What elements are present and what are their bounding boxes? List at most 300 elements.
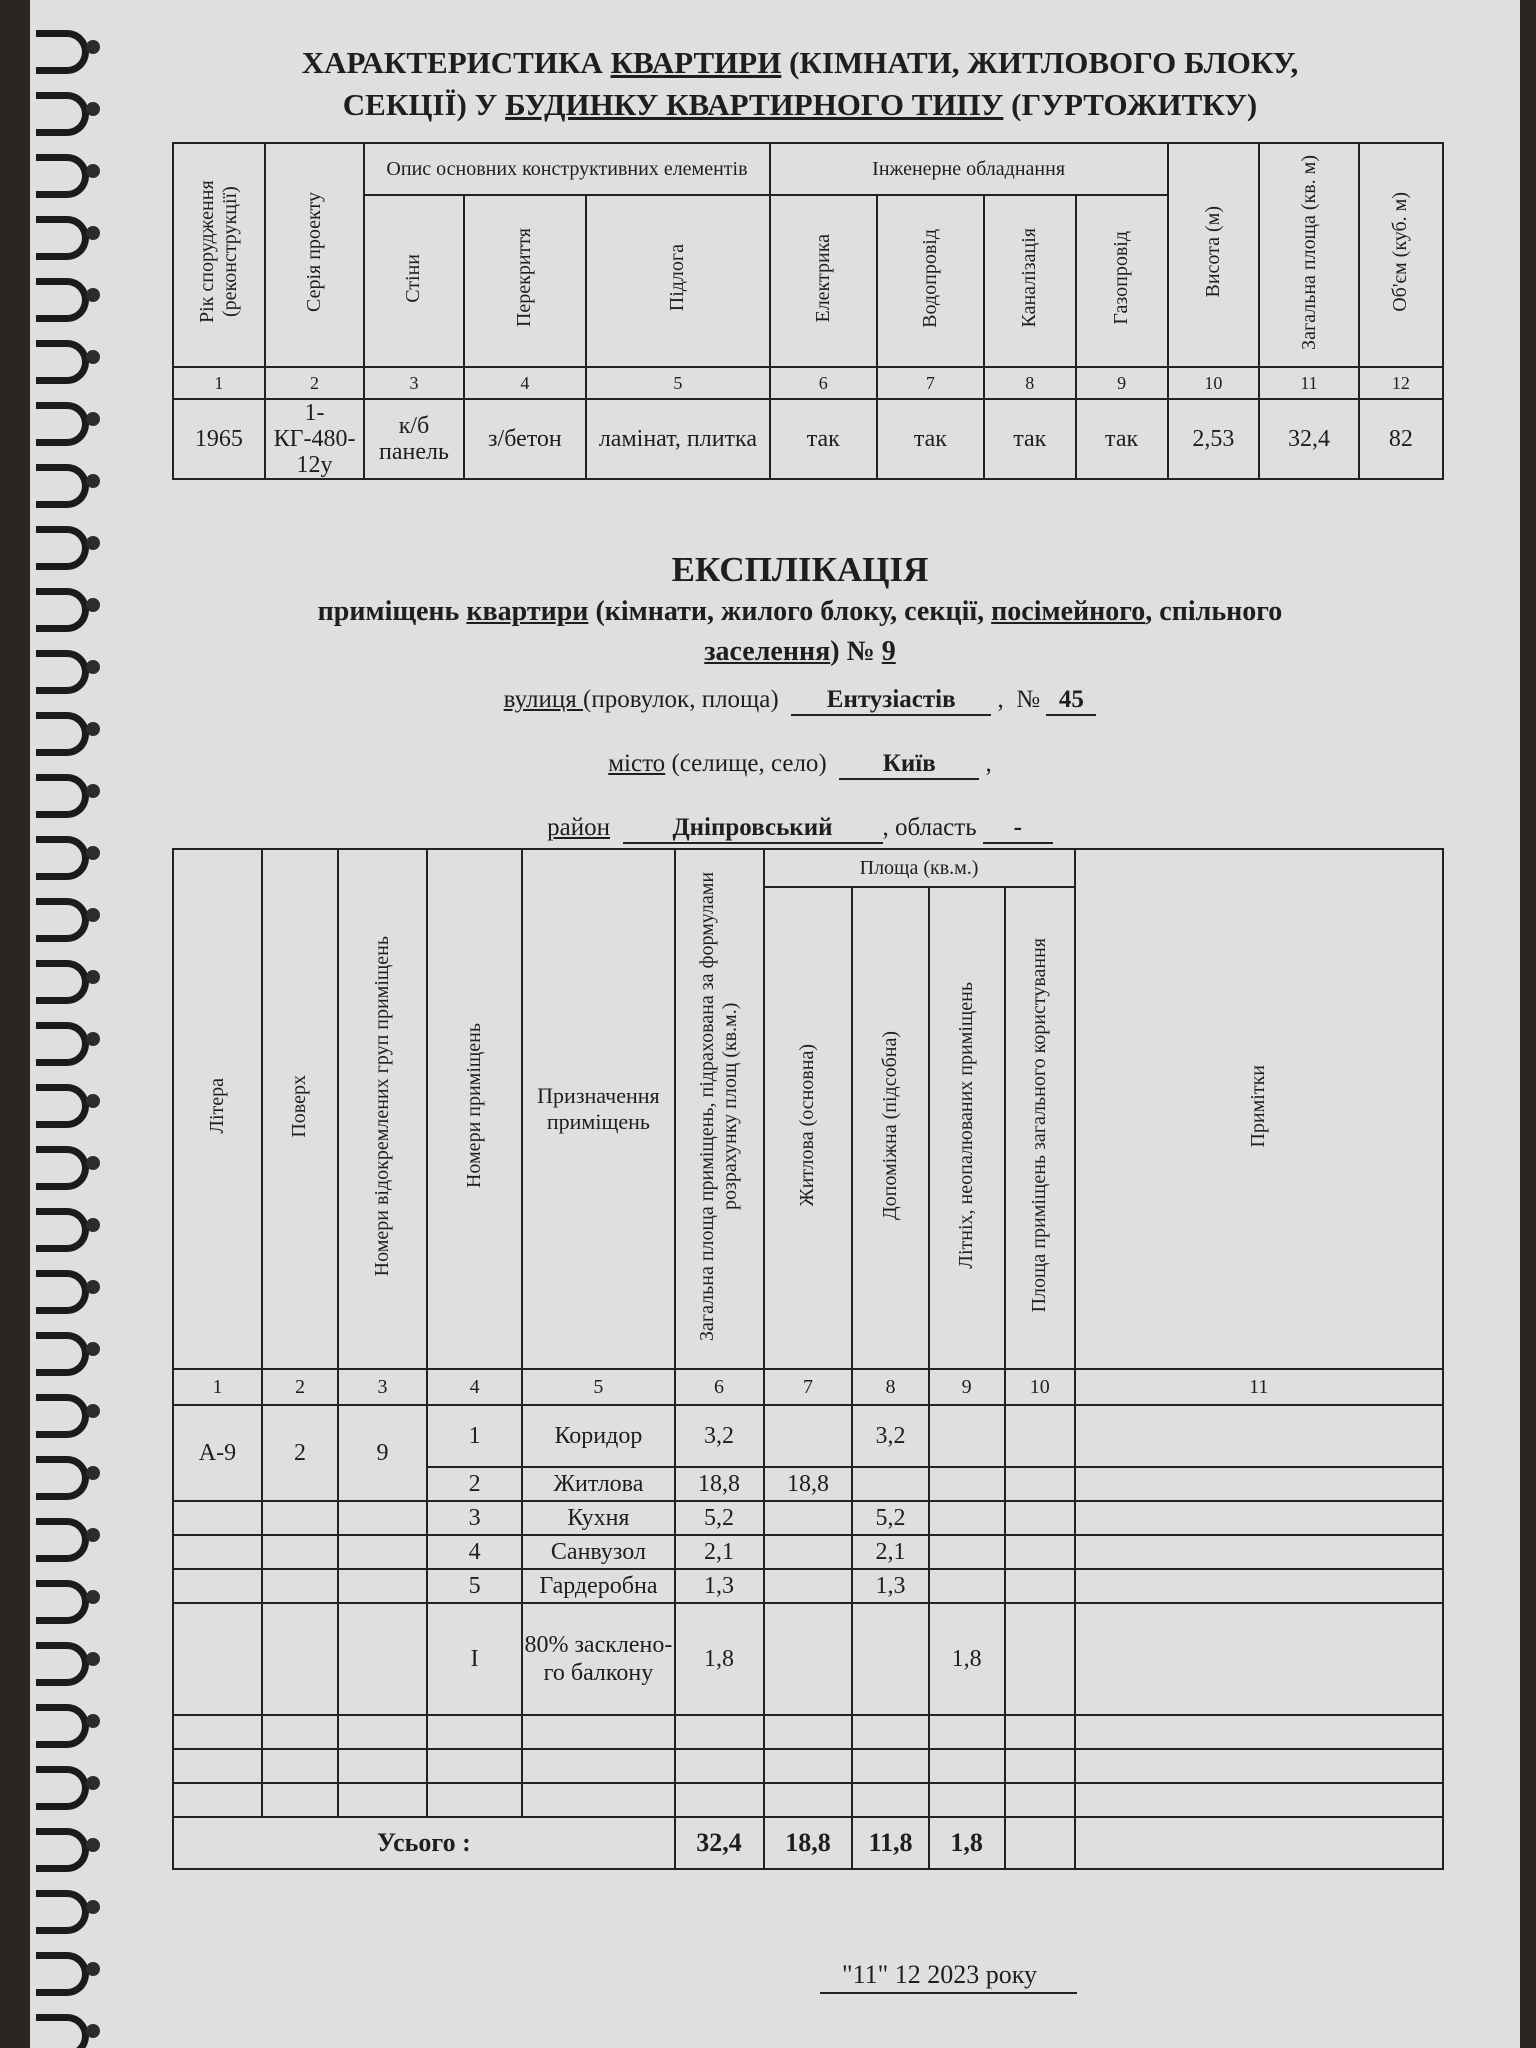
empty-cell xyxy=(427,1749,522,1783)
empty-cell xyxy=(338,1783,427,1817)
header-cell xyxy=(265,143,364,367)
binding-hole xyxy=(86,474,100,488)
binding-hole xyxy=(86,1714,100,1728)
city-line: місто (селище, село) Київ , xyxy=(140,750,1460,780)
empty-cell xyxy=(262,1749,338,1783)
characteristic-value: так xyxy=(984,399,1076,479)
empty-cell xyxy=(1005,1783,1075,1817)
room-aux xyxy=(852,1603,928,1715)
common-cell xyxy=(1005,1535,1075,1569)
column-number: 2 xyxy=(262,1369,338,1405)
explication-subtitle xyxy=(140,592,1460,672)
region-value: - xyxy=(983,814,1053,844)
column-number: 9 xyxy=(1076,367,1168,399)
empty-cell xyxy=(929,1715,1005,1749)
title-text: КВАРТИРИ xyxy=(610,45,782,80)
header-text: Житлова (основна) xyxy=(796,1043,819,1207)
empty-cell xyxy=(522,1749,674,1783)
header-cell xyxy=(338,849,427,1369)
characteristic-value: 82 xyxy=(1359,399,1443,479)
empty-cell xyxy=(427,1783,522,1817)
characteristic-value: так xyxy=(1076,399,1168,479)
binding-hole xyxy=(86,1838,100,1852)
column-number: 3 xyxy=(338,1369,427,1405)
room-living: 18,8 xyxy=(764,1467,853,1501)
header-text: Літера xyxy=(205,1078,228,1134)
empty-cell xyxy=(1075,1749,1443,1783)
empty-row xyxy=(173,1783,1443,1817)
header-cell xyxy=(764,887,853,1369)
binding-hole xyxy=(86,412,100,426)
room-purpose: Житлова xyxy=(522,1467,674,1501)
column-number: 5 xyxy=(586,367,770,399)
common-cell xyxy=(1005,1405,1075,1467)
empty-cell xyxy=(1005,1749,1075,1783)
spiral-binding xyxy=(30,0,105,2048)
apartment-number: 9 xyxy=(881,636,896,667)
column-number: 7 xyxy=(764,1369,853,1405)
table-row xyxy=(173,1405,1443,1467)
empty-cell xyxy=(1075,1783,1443,1817)
column-number: 7 xyxy=(877,367,984,399)
binding-ring xyxy=(36,960,89,1004)
characteristic-value: так xyxy=(770,399,877,479)
header-cell xyxy=(173,849,262,1369)
binding-ring xyxy=(36,1022,89,1066)
district-label: район xyxy=(547,814,610,841)
subtitle-text: заселення xyxy=(704,636,831,667)
binding-ring xyxy=(36,278,89,322)
column-number-row xyxy=(173,367,1443,399)
empty-cell xyxy=(675,1749,764,1783)
binding-hole xyxy=(86,722,100,736)
empty-cell xyxy=(675,1783,764,1817)
empty-cell xyxy=(338,1603,427,1715)
empty-row xyxy=(173,1715,1443,1749)
binding-ring xyxy=(36,898,89,942)
house-no-label: № xyxy=(1016,686,1041,713)
column-number: 10 xyxy=(1005,1369,1075,1405)
title-text: БУДИНКУ КВАРТИРНОГО ТИПУ xyxy=(505,87,1004,122)
binding-ring xyxy=(36,216,89,260)
room-aux: 3,2 xyxy=(852,1405,928,1467)
total-notes xyxy=(1075,1817,1443,1869)
header-text: Допоміжна (підсобна) xyxy=(878,1030,901,1220)
characteristic-value: ламінат, плитка xyxy=(586,399,770,479)
binding-ring xyxy=(36,588,89,632)
binding-hole xyxy=(86,660,100,674)
header-text: Серія проекту xyxy=(303,192,326,312)
binding-ring xyxy=(36,2014,89,2048)
notes-cell xyxy=(1075,1569,1443,1603)
total-summer: 1,8 xyxy=(929,1817,1005,1869)
empty-cell xyxy=(764,1749,853,1783)
column-number: 10 xyxy=(1168,367,1260,399)
binding-ring xyxy=(36,1890,89,1934)
binding-hole xyxy=(86,226,100,240)
table-row xyxy=(173,1569,1443,1603)
column-number: 2 xyxy=(265,367,364,399)
header-cell: Інженерне обладнання xyxy=(770,143,1168,195)
common-cell xyxy=(1005,1467,1075,1501)
empty-cell xyxy=(173,1501,262,1535)
empty-cell xyxy=(262,1715,338,1749)
empty-cell xyxy=(173,1569,262,1603)
district-value: Дніпровський xyxy=(623,814,883,844)
room-purpose: Санвузол xyxy=(522,1535,674,1569)
room-summer xyxy=(929,1535,1005,1569)
room-no: 3 xyxy=(427,1501,522,1535)
notes-cell xyxy=(1075,1603,1443,1715)
empty-cell xyxy=(1005,1715,1075,1749)
binding-hole xyxy=(86,908,100,922)
binding-hole xyxy=(86,1590,100,1604)
district-line xyxy=(140,814,1460,844)
column-number: 9 xyxy=(929,1369,1005,1405)
common-cell xyxy=(1005,1569,1075,1603)
binding-ring xyxy=(36,836,89,880)
column-number: 1 xyxy=(173,367,265,399)
column-number: 12 xyxy=(1359,367,1443,399)
header-cell xyxy=(770,195,877,367)
header-text: Водопровід xyxy=(918,228,941,328)
binding-hole xyxy=(86,1218,100,1232)
binding-ring xyxy=(36,1642,89,1686)
room-no: 1 xyxy=(427,1405,522,1467)
explication-title: ЕКСПЛІКАЦІЯ xyxy=(671,550,929,589)
binding-ring xyxy=(36,526,89,570)
header-cell xyxy=(929,887,1005,1369)
header-cell xyxy=(984,195,1076,367)
characteristics-table xyxy=(172,142,1444,480)
empty-cell xyxy=(173,1749,262,1783)
empty-cell xyxy=(262,1783,338,1817)
column-number: 8 xyxy=(984,367,1076,399)
binding-hole xyxy=(86,1094,100,1108)
header-cell xyxy=(1259,143,1358,367)
header-cell xyxy=(1075,849,1443,1369)
header-cell xyxy=(1005,887,1075,1369)
header-text: Каналізація xyxy=(1018,228,1041,328)
room-purpose: Кухня xyxy=(522,1501,674,1535)
total-common xyxy=(1005,1817,1075,1869)
room-purpose: 80% заскленого балкону xyxy=(522,1603,674,1715)
binding-hole xyxy=(86,2024,100,2038)
total-area: 32,4 xyxy=(675,1817,764,1869)
empty-cell xyxy=(262,1535,338,1569)
binding-ring xyxy=(36,1084,89,1128)
header-cell xyxy=(877,195,984,367)
binding-ring xyxy=(36,1270,89,1314)
empty-cell xyxy=(929,1749,1005,1783)
empty-cell xyxy=(764,1783,853,1817)
room-no: 4 xyxy=(427,1535,522,1569)
room-total: 2,1 xyxy=(675,1535,764,1569)
binding-ring xyxy=(36,1828,89,1872)
binding-hole xyxy=(86,1900,100,1914)
empty-cell xyxy=(427,1715,522,1749)
characteristic-value: 2,53 xyxy=(1168,399,1260,479)
litera-cell: А-9 xyxy=(173,1405,262,1501)
empty-cell xyxy=(852,1715,928,1749)
common-cell xyxy=(1005,1501,1075,1535)
room-living xyxy=(764,1569,853,1603)
empty-cell xyxy=(338,1749,427,1783)
empty-cell xyxy=(852,1783,928,1817)
header-cell xyxy=(1076,195,1168,367)
values-row xyxy=(173,399,1443,479)
binding-ring xyxy=(36,1952,89,1996)
binding-hole xyxy=(86,1404,100,1418)
city-value: Київ xyxy=(839,750,979,780)
binding-hole xyxy=(86,1652,100,1666)
binding-hole xyxy=(86,1962,100,1976)
house-no-value: 45 xyxy=(1046,686,1096,716)
column-number: 4 xyxy=(427,1369,522,1405)
binding-ring xyxy=(36,1146,89,1190)
binding-ring xyxy=(36,712,89,756)
empty-cell xyxy=(173,1783,262,1817)
room-purpose: Гардеробна xyxy=(522,1569,674,1603)
characteristic-value: к/б панель xyxy=(364,399,463,479)
title-text: СЕКЦІЇ) У xyxy=(342,87,506,122)
subtitle-text: , спільного xyxy=(1145,596,1283,627)
binding-ring xyxy=(36,1580,89,1624)
total-label: Усього : xyxy=(173,1817,675,1869)
header-text: Висота (м) xyxy=(1201,206,1224,298)
header-text: Загальна площа (кв. м) xyxy=(1297,154,1320,350)
explication-heading xyxy=(140,548,1460,672)
rooms-table xyxy=(172,848,1444,1870)
characteristic-value: з/бетон xyxy=(464,399,586,479)
title-text: (КІМНАТИ, ЖИТЛОВОГО БЛОКУ, xyxy=(781,45,1299,80)
empty-cell xyxy=(338,1535,427,1569)
binding-ring xyxy=(36,650,89,694)
room-summer: 1,8 xyxy=(929,1603,1005,1715)
header-cell xyxy=(852,887,928,1369)
binding-hole xyxy=(86,288,100,302)
header-text: Стіни xyxy=(402,253,425,303)
room-no: 2 xyxy=(427,1467,522,1501)
subtitle-text: (кімнати, жилого блоку, секції, xyxy=(588,596,992,627)
room-aux: 1,3 xyxy=(852,1569,928,1603)
binding-ring xyxy=(36,1208,89,1252)
column-number: 5 xyxy=(522,1369,674,1405)
binding-ring xyxy=(36,1332,89,1376)
header-text: Поверх xyxy=(288,1074,311,1138)
column-number-row xyxy=(173,1369,1443,1405)
binding-hole xyxy=(86,40,100,54)
total-aux: 11,8 xyxy=(852,1817,928,1869)
room-total: 5,2 xyxy=(675,1501,764,1535)
empty-cell xyxy=(173,1535,262,1569)
room-living xyxy=(764,1535,853,1569)
header-cell xyxy=(427,849,522,1369)
total-row xyxy=(173,1817,1443,1869)
document-date: "11" 12 2023 року xyxy=(820,1960,1077,1994)
notes-cell xyxy=(1075,1405,1443,1467)
room-aux: 5,2 xyxy=(852,1501,928,1535)
street-line: вулиця (провулок, площа) Ентузіастів , № 45 xyxy=(140,686,1460,716)
table-row xyxy=(173,1603,1443,1715)
binding-hole xyxy=(86,1280,100,1294)
column-number: 1 xyxy=(173,1369,262,1405)
binding-hole xyxy=(86,1342,100,1356)
room-summer xyxy=(929,1501,1005,1535)
binding-hole xyxy=(86,164,100,178)
page-content xyxy=(140,30,1460,1989)
room-aux xyxy=(852,1467,928,1501)
binding-hole xyxy=(86,1156,100,1170)
characteristic-value: 32,4 xyxy=(1259,399,1358,479)
street-value: Ентузіастів xyxy=(791,686,991,716)
empty-cell xyxy=(1075,1715,1443,1749)
empty-cell xyxy=(173,1603,262,1715)
header-cell xyxy=(173,143,265,367)
group-cell: 9 xyxy=(338,1405,427,1501)
binding-ring xyxy=(36,774,89,818)
page-title xyxy=(140,42,1460,126)
notes-cell xyxy=(1075,1501,1443,1535)
room-living xyxy=(764,1405,853,1467)
binding-ring xyxy=(36,1766,89,1810)
header-cell xyxy=(586,195,770,367)
characteristic-value: 1965 xyxy=(173,399,265,479)
binding-hole xyxy=(86,846,100,860)
binding-ring xyxy=(36,1394,89,1438)
binding-hole xyxy=(86,598,100,612)
header-text: Номери приміщень xyxy=(463,1023,486,1189)
header-text: Перекриття xyxy=(513,228,536,328)
room-total: 3,2 xyxy=(675,1405,764,1467)
column-number: 3 xyxy=(364,367,463,399)
subtitle-text: приміщень xyxy=(317,596,467,627)
subtitle-text: посімейного xyxy=(991,596,1146,627)
empty-cell xyxy=(522,1783,674,1817)
binding-hole xyxy=(86,350,100,364)
header-cell xyxy=(675,849,764,1369)
title-text: (ГУРТОЖИТКУ) xyxy=(1003,87,1258,122)
room-total: 18,8 xyxy=(675,1467,764,1501)
room-total: 1,8 xyxy=(675,1603,764,1715)
header-cell xyxy=(464,195,586,367)
header-text: Номери відокремлених груп приміщень xyxy=(371,935,394,1277)
subtitle-text: ) № xyxy=(830,636,875,667)
binding-ring xyxy=(36,30,89,74)
column-number: 11 xyxy=(1259,367,1358,399)
binding-hole xyxy=(86,1466,100,1480)
subtitle-text: квартири xyxy=(466,596,589,627)
notes-cell xyxy=(1075,1535,1443,1569)
column-number: 6 xyxy=(675,1369,764,1405)
column-number: 4 xyxy=(464,367,586,399)
empty-cell xyxy=(852,1749,928,1783)
city-label: місто xyxy=(608,750,666,777)
floor-cell: 2 xyxy=(262,1405,338,1501)
binding-hole xyxy=(86,970,100,984)
header-cell xyxy=(1359,143,1443,367)
table-row xyxy=(173,1535,1443,1569)
room-purpose: Коридор xyxy=(522,1405,674,1467)
table-row xyxy=(173,1501,1443,1535)
binding-ring xyxy=(36,1704,89,1748)
room-no: 5 xyxy=(427,1569,522,1603)
empty-row xyxy=(173,1749,1443,1783)
room-summer xyxy=(929,1569,1005,1603)
empty-cell xyxy=(764,1715,853,1749)
empty-cell xyxy=(929,1783,1005,1817)
empty-cell xyxy=(262,1603,338,1715)
street-label: вулиця xyxy=(503,686,584,713)
total-living: 18,8 xyxy=(764,1817,853,1869)
empty-cell xyxy=(338,1715,427,1749)
empty-cell xyxy=(522,1715,674,1749)
binding-ring xyxy=(36,402,89,446)
binding-hole xyxy=(86,102,100,116)
room-summer xyxy=(929,1467,1005,1501)
room-no: I xyxy=(427,1603,522,1715)
empty-cell xyxy=(173,1715,262,1749)
title-text: ХАРАКТЕРИСТИКА xyxy=(301,45,611,80)
header-cell: Площа (кв.м.) xyxy=(764,849,1075,887)
empty-cell xyxy=(675,1715,764,1749)
binding-ring xyxy=(36,340,89,384)
binding-hole xyxy=(86,1528,100,1542)
document-page xyxy=(30,0,1520,2048)
room-living xyxy=(764,1603,853,1715)
header-cell: Опис основних конструктивних елементів xyxy=(364,143,769,195)
column-number: 8 xyxy=(852,1369,928,1405)
binding-hole xyxy=(86,1776,100,1790)
header-text: Електрика xyxy=(811,233,834,323)
empty-cell xyxy=(262,1501,338,1535)
empty-cell xyxy=(338,1501,427,1535)
room-total: 1,3 xyxy=(675,1569,764,1603)
common-cell xyxy=(1005,1603,1075,1715)
header-text: Площа приміщень загального користування xyxy=(1028,937,1051,1313)
header-text: Газопровід xyxy=(1110,231,1133,325)
header-text: Примітки xyxy=(1247,1064,1270,1148)
header-text: Рік спорудження (реконструкції) xyxy=(195,180,241,324)
binding-ring xyxy=(36,92,89,136)
header-cell xyxy=(262,849,338,1369)
binding-ring xyxy=(36,464,89,508)
header-text: Літніх, неопалюваних приміщень xyxy=(955,981,978,1269)
room-summer xyxy=(929,1405,1005,1467)
characteristic-value: так xyxy=(877,399,984,479)
header-cell xyxy=(1168,143,1260,367)
column-number: 6 xyxy=(770,367,877,399)
city-label: (селище, село) xyxy=(665,750,827,777)
notes-cell xyxy=(1075,1467,1443,1501)
binding-hole xyxy=(86,1032,100,1046)
street-label: (провулок, площа) xyxy=(583,686,779,713)
binding-ring xyxy=(36,1456,89,1500)
header-text: Об'єм (куб. м) xyxy=(1389,192,1412,312)
header-cell xyxy=(364,195,463,367)
empty-cell xyxy=(262,1569,338,1603)
binding-ring xyxy=(36,154,89,198)
binding-hole xyxy=(86,536,100,550)
binding-hole xyxy=(86,784,100,798)
header-text: Підлога xyxy=(666,244,689,312)
binding-ring xyxy=(36,1518,89,1562)
room-living xyxy=(764,1501,853,1535)
room-aux: 2,1 xyxy=(852,1535,928,1569)
characteristic-value: 1-КГ-480-12у xyxy=(265,399,364,479)
empty-cell xyxy=(338,1569,427,1603)
header-text: Загальна площа приміщень, підрахована за формулами розрахунку площ (кв.м.) xyxy=(696,871,742,1341)
